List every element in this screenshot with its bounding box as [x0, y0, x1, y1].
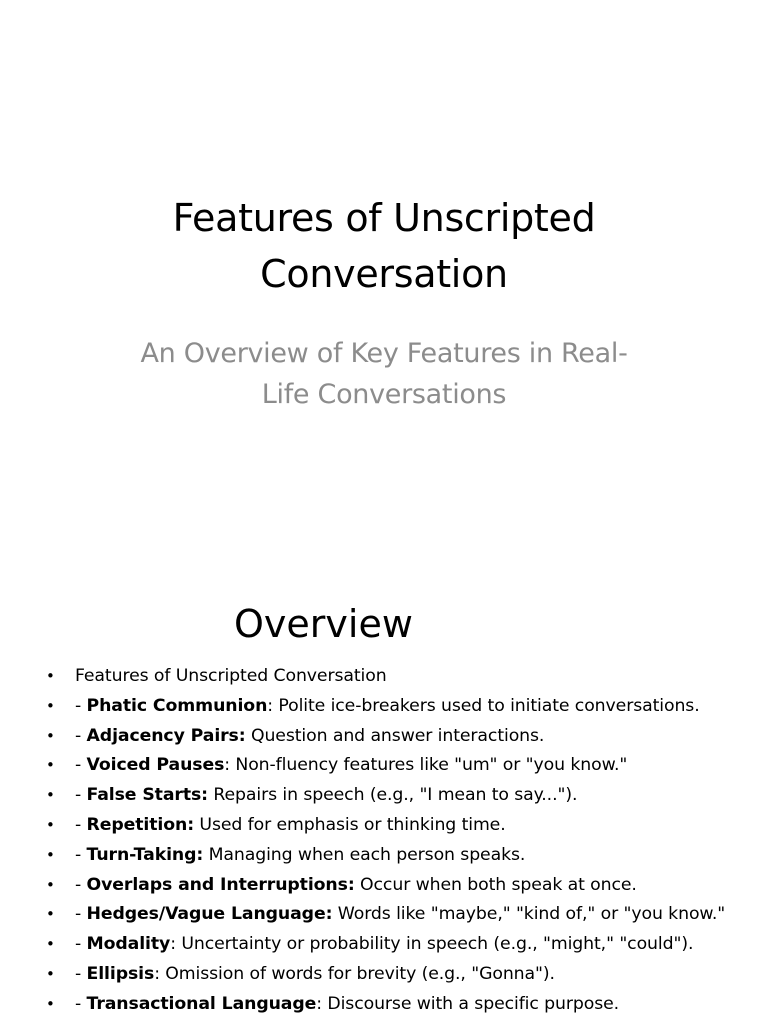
bullet-prefix: - [75, 695, 87, 716]
bullet-term: Turn-Taking: [86, 844, 204, 865]
overview-heading: Overview [234, 602, 413, 646]
bullet-icon: • [46, 756, 55, 775]
bullet-item [0, 990, 768, 1020]
bullet-text: : Uncertainty or probability in speech (e.g., "might," "could"). [170, 934, 694, 955]
bullet-item [0, 722, 768, 752]
bullet-term: Voiced Pauses [86, 755, 225, 776]
bullet-term: Repetition: [86, 814, 195, 835]
bullet-item [0, 781, 768, 811]
bullet-prefix: - [75, 814, 87, 835]
bullet-icon: • [46, 667, 55, 685]
bullet-icon: • [46, 935, 55, 954]
bullet-term: Hedges/Vague Language: [86, 904, 333, 925]
bullet-icon: • [46, 786, 55, 805]
bullet-icon: • [46, 905, 55, 924]
bullet-icon: • [46, 964, 55, 983]
bullet-item [0, 841, 768, 871]
bullet-icon: • [46, 875, 55, 894]
bullet-text: Words like "maybe," "kind of," or "you know." [332, 904, 726, 925]
bullet-item [0, 751, 768, 781]
bullet-term: Modality [86, 934, 171, 955]
bullet-icon: • [46, 696, 55, 715]
bullet-text: Managing when each person speaks. [203, 844, 526, 865]
bullet-prefix: - [75, 904, 87, 925]
bullet-text: Question and answer interactions. [245, 725, 545, 746]
bullet-prefix: - [75, 725, 87, 746]
bullet-icon: • [46, 845, 55, 864]
slide-title [84, 190, 684, 302]
bullet-term: Transactional Language [86, 993, 317, 1014]
bullet-item [0, 811, 768, 841]
slide-subtitle-line-1: An Overview of Key Features in Real- [140, 338, 628, 369]
slide-title-line-2: Conversation [260, 252, 508, 296]
bullet-text: : Non-fluency features like "um" or "you know." [224, 755, 628, 776]
bullet-term: False Starts: [86, 785, 208, 806]
slide-subtitle [114, 333, 654, 415]
bullet-text: Used for emphasis or thinking time. [194, 814, 506, 835]
bullet-prefix: - [75, 934, 87, 955]
bullet-term: Ellipsis [86, 963, 155, 984]
slide-title-line-1: Features of Unscripted [172, 196, 596, 240]
bullet-prefix: - [75, 755, 87, 776]
bullet-item [0, 960, 768, 990]
bullet-item [0, 900, 768, 930]
bullet-item [0, 930, 768, 960]
bullet-term: Phatic Communion [86, 695, 268, 716]
bullet-icon: • [46, 726, 55, 745]
bullet-text: : Omission of words for brevity (e.g., "Gonna"). [154, 963, 555, 984]
bullet-text: : Discourse with a specific purpose. [316, 993, 620, 1014]
bullet-prefix: - [75, 844, 87, 865]
bullet-text: Features of Unscripted Conversation [75, 666, 387, 686]
bullet-prefix: - [75, 874, 87, 895]
bullet-icon: • [46, 815, 55, 834]
bullet-text: Occur when both speak at once. [354, 874, 637, 895]
bullet-item [0, 662, 768, 692]
bullet-text: : Polite ice-breakers used to initiate conversations. [267, 695, 700, 716]
bullet-prefix: - [75, 963, 87, 984]
bullet-text: Repairs in speech (e.g., "I mean to say..."). [207, 785, 578, 806]
bullet-item [0, 871, 768, 901]
bullet-term: Adjacency Pairs: [86, 725, 246, 746]
bullet-item [0, 692, 768, 722]
bullet-icon: • [46, 994, 55, 1013]
bullet-term: Overlaps and Interruptions: [86, 874, 355, 895]
bullet-prefix: - [75, 993, 87, 1014]
overview-bullet-list [0, 662, 768, 1020]
slide-subtitle-line-2: Life Conversations [261, 379, 507, 410]
bullet-prefix: - [75, 785, 87, 806]
